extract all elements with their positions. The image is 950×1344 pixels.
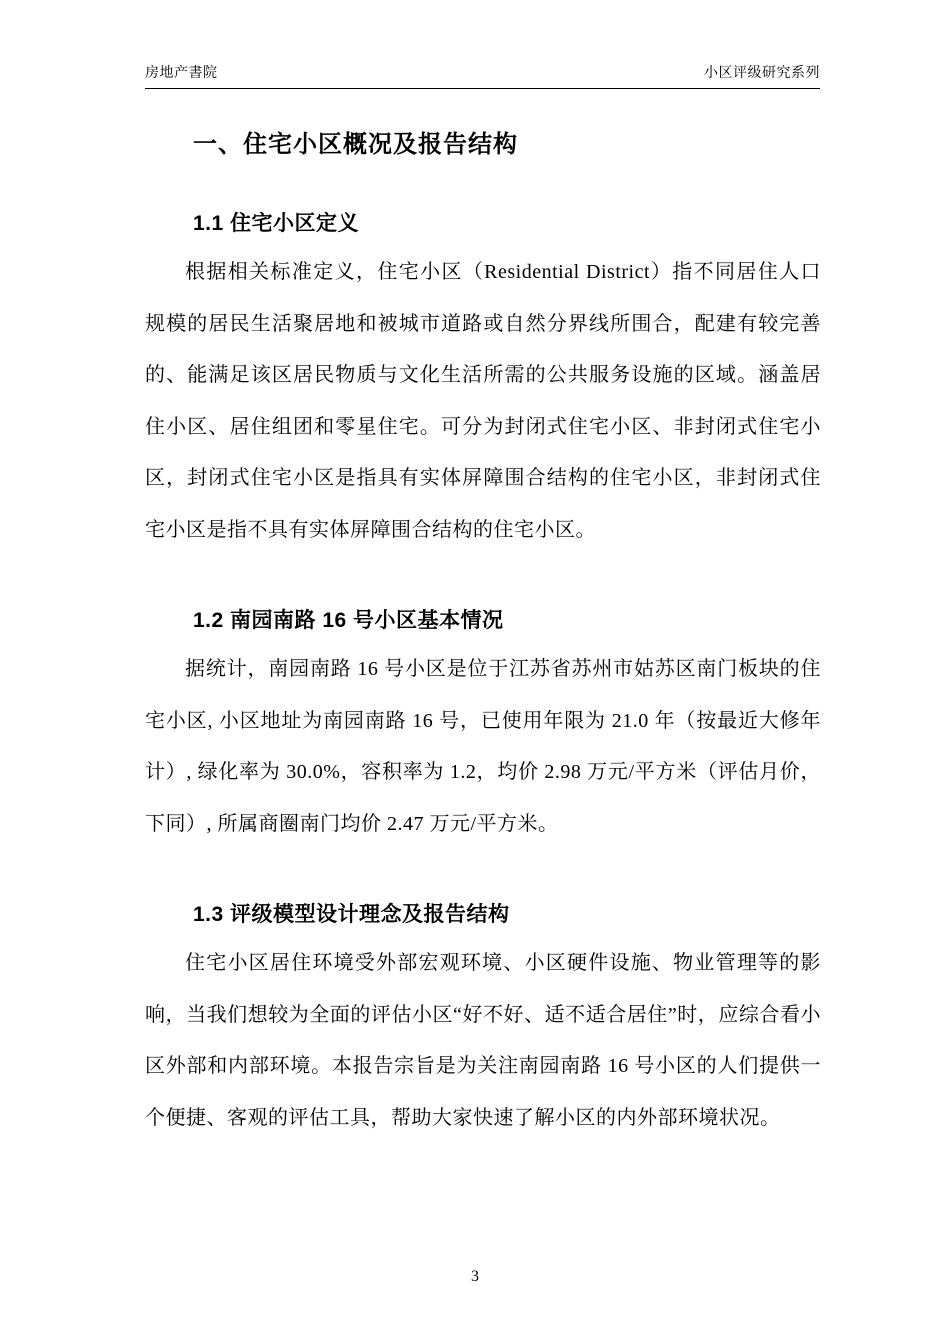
section-1-1-body: 根据相关标准定义，住宅小区（Residential District）指不同居住人口规模的居民生活聚居地和被城市道路或自然分界线所围合，配建有较完善的、能满足该区居民物质与文化生活所需的公共服务设施的区域。涵盖居住小区、居住组团和零星住宅。可分为封闭式住宅小区、非封闭式住宅小区，封闭式住宅小区是指具有实体屏障围合结构的住宅小区，非封闭式住宅小区是指不具有实体屏障围合结构的住宅小区。	[145, 261, 821, 541]
header-left-text: 房地产書院	[145, 66, 218, 81]
section-1-3-heading: 1.3 评级模型设计理念及报告结构	[193, 903, 510, 926]
document-content	[145, 110, 821, 1144]
page-header	[145, 62, 820, 89]
section-1-3	[145, 898, 821, 1144]
section-1-3-body: 住宅小区居住环境受外部宏观环境、小区硬件设施、物业管理等的影响，当我们想较为全面的评估小区“好不好、适不适合居住”时，应综合看小区外部和内部环境。本报告宗旨是为关注南园南路 16 号小区的人们提供一个便捷、客观的评估工具，帮助大家快速了解小区的内外部环境状况。	[145, 952, 821, 1129]
section-1-1	[145, 207, 821, 556]
header-right-text: 小区评级研究系列	[704, 66, 820, 81]
page-footer	[0, 1268, 950, 1286]
section-1-2-body: 据统计，南园南路 16 号小区是位于江苏省苏州市姑苏区南门板块的住宅小区, 小区地址为南园南路 16 号，已使用年限为 21.0 年（按最近大修年计）, 绿化率为 30.0%，容积率为 1.2，均价 2.98 万元/平方米（评估月价，下同）, 所属商圈南门均价 2.47 万元/平方米。	[145, 658, 821, 835]
section-1-2-heading: 1.2 南园南路 16 号小区基本情况	[193, 609, 504, 632]
section-1-2	[145, 604, 821, 850]
page-number: 3	[471, 1268, 479, 1285]
document-title: 一、住宅小区概况及报告结构	[193, 131, 518, 158]
section-1-1-heading: 1.1 住宅小区定义	[193, 212, 360, 235]
